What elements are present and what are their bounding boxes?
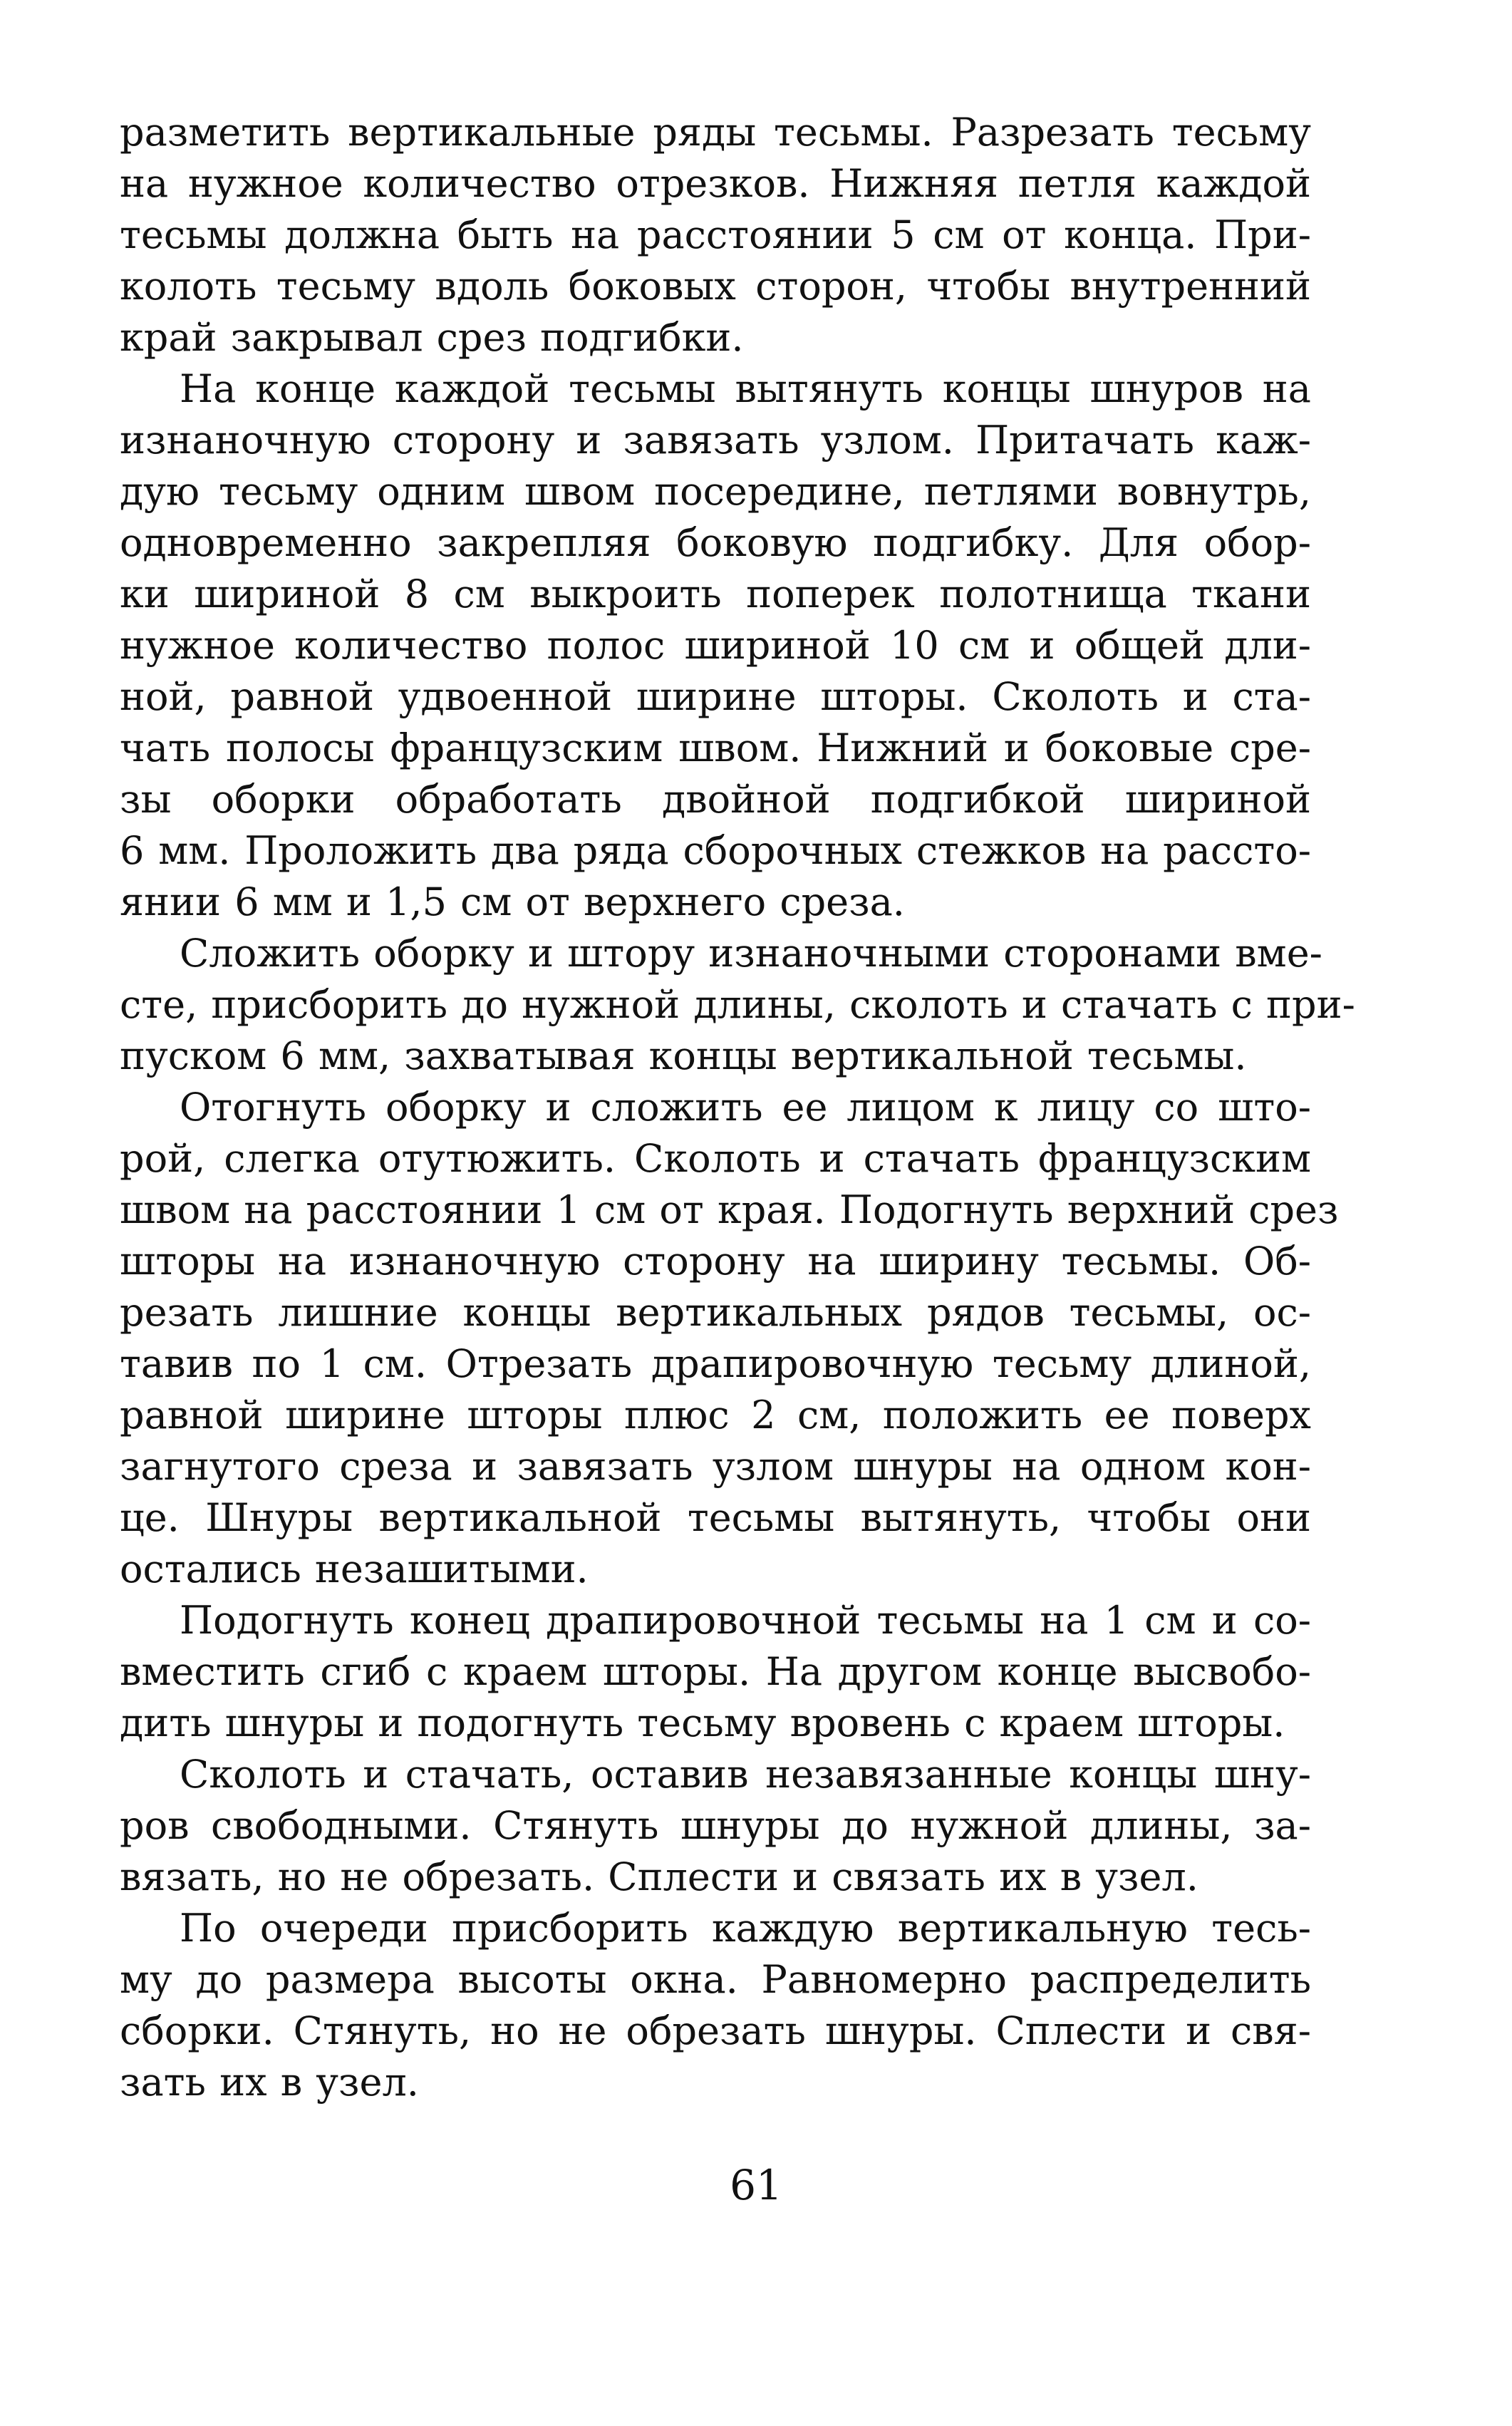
text-line: зы оборки обработать двойной подгибкой шириной: [120, 777, 1311, 822]
paragraph: [120, 1749, 1311, 1903]
page-number: 61: [730, 2161, 782, 2209]
text-line: На конце каждой тесьмы вытянуть концы шнуров на: [180, 366, 1311, 411]
text-line: ной, равной удвоенной ширине шторы. Сколоть и ста-: [120, 674, 1311, 719]
text-line: сте, присборить до нужной длины, сколоть и стачать с при-: [120, 982, 1355, 1027]
text-line: Сложить оборку и штору изнаночными сторонами вме-: [180, 931, 1322, 976]
paragraph: [120, 1903, 1311, 2108]
text-line: Отогнуть оборку и сложить ее лицом к лицу со што-: [180, 1085, 1311, 1130]
text-line: чать полосы французским швом. Нижний и боковые сре-: [120, 726, 1311, 770]
text-line: Сколоть и стачать, оставив незавязанные концы шну-: [180, 1752, 1311, 1797]
text-line: швом на расстоянии 1 см от края. Подогнуть верхний срез: [120, 1187, 1339, 1232]
text-line: му до размера высоты окна. Равномерно распределить: [120, 1957, 1311, 2002]
text-line: сборки. Стянуть, но не обрезать шнуры. Сплести и свя-: [120, 2008, 1311, 2053]
text-line: тесьмы должна быть на расстоянии 5 см от конца. При-: [120, 212, 1311, 257]
text-line: край закрывал срез подгибки.: [120, 315, 744, 360]
text-line: вязать, но не обрезать. Сплести и связать их в узел.: [120, 1854, 1198, 1899]
text-line: Подогнуть конец драпировочной тесьмы на 1 см и со-: [180, 1598, 1311, 1643]
paragraph: [120, 107, 1311, 363]
text-line: разметить вертикальные ряды тесьмы. Разрезать тесьму: [120, 110, 1311, 155]
text-line: резать лишние концы вертикальных рядов тесьмы, ос-: [120, 1290, 1311, 1335]
text-line: ров свободными. Стянуть шнуры до нужной длины, за-: [120, 1803, 1311, 1848]
text-line: зать их в узел.: [120, 2060, 419, 2105]
text-line: це. Шнуры вертикальной тесьмы вытянуть, чтобы они: [120, 1495, 1311, 1540]
paragraph: [120, 1082, 1339, 1595]
text-line: загнутого среза и завязать узлом шнуры на одном кон-: [120, 1444, 1311, 1489]
text-line: нужное количество полос шириной 10 см и общей дли-: [120, 623, 1311, 668]
text-line: одновременно закрепляя боковую подгибку. Для обор-: [120, 520, 1311, 565]
text-line: остались незашитыми.: [120, 1547, 589, 1591]
text-line: По очереди присборить каждую вертикальную тесь-: [180, 1906, 1311, 1951]
text-line: изнаночную сторону и завязать узлом. Притачать каж-: [120, 418, 1311, 463]
text-line: равной ширине шторы плюс 2 см, положить ее поверх: [120, 1393, 1311, 1437]
text-line: тавив по 1 см. Отрезать драпировочную тесьму длиной,: [120, 1341, 1311, 1386]
body-text: [120, 107, 1355, 2108]
paragraph: [120, 363, 1311, 928]
paragraph: [120, 928, 1355, 1082]
text-line: янии 6 мм и 1,5 см от верхнего среза.: [120, 879, 905, 924]
text-line: дить шнуры и подогнуть тесьму вровень с краем шторы.: [120, 1700, 1285, 1745]
text-line: ки шириной 8 см выкроить поперек полотнища ткани: [120, 572, 1311, 616]
text-line: 6 мм. Проложить два ряда сборочных стежков на рассто-: [120, 828, 1311, 873]
text-line: вместить сгиб с краем шторы. На другом конце высвобо-: [120, 1649, 1311, 1694]
text-line: на нужное количество отрезков. Нижняя петля каждой: [120, 161, 1311, 206]
text-line: дую тесьму одним швом посередине, петлями вовнутрь,: [120, 469, 1311, 514]
text-line: пуском 6 мм, захватывая концы вертикальной тесьмы.: [120, 1033, 1247, 1078]
paragraph: [120, 1595, 1311, 1749]
text-line: рой, слегка отутюжить. Сколоть и стачать французским: [120, 1136, 1311, 1181]
text-line: колоть тесьму вдоль боковых сторон, чтобы внутренний: [120, 264, 1311, 309]
text-line: шторы на изнаночную сторону на ширину тесьмы. Об-: [120, 1239, 1311, 1284]
